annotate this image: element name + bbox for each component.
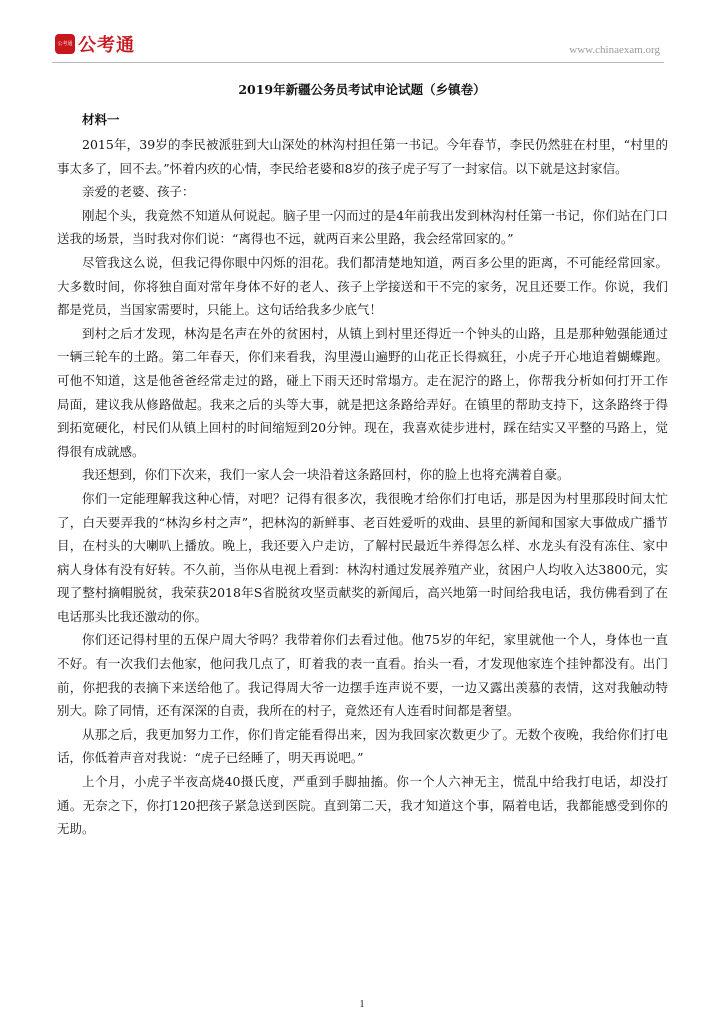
paragraph: 你们一定能理解我这种心情，对吧？记得有很多次，我很晚才给你们打电话，那是因为村里那段时间太忙了，白天要弄我的“林沟乡村之声”，把林沟的新鲜事、老百姓爱听的戏曲、县里的新闻和国家大事做成广播节目，在村头的大喇叭上播放。晚上，我还要入户走访，了解村民最近牛养得怎么样、水龙头有没有冻住、家中病人身体有没有好转。不久前，当你从电视上看到：林沟村通过发展养殖产业，贫困户人均收入达3800元，实现了整村摘帽脱贫，我荣获2018年S省脱贫攻坚贡献奖的新闻后，高兴地第一时间给我电话，我仿佛看到了在电话那头比我还激动的你。 [57,490,668,624]
paragraph: 我还想到，你们下次来，我们一家人会一块沿着这条路回村，你的脸上也将充满着自豪。 [82,467,570,483]
paragraph: 从那之后，我更加努力工作，你们肯定能看得出来，因为我回家次数更少了。无数个夜晚，我给你们打电话，你低着声音对我说：“虎子已经睡了，明天再说吧。” [57,726,668,766]
site-url: www.chinaexam.org [569,44,660,56]
page-header [52,28,664,60]
paragraph: 2015年，39岁的李民被派驻到大山深处的林沟村担任第一书记。今年春节，李民仍然驻在村里，“村里的事太多了，回不去。”怀着内疚的心情，李民给老婆和8岁的孩子虎子写了一封家信。以下就是这封家信。 [57,137,668,176]
paragraph: 你们还记得村里的五保户周大爷吗？我带着你们去看过他。他75岁的年纪，家里就他一个人，身体也一直不好。有一次我们去他家，他问我几点了，盯着我的表一直看。抬头一看，才发现他家连个挂钟都没有。出门前，你把我的表摘下来送给他了。我记得周大爷一边摆手连声说不要，一边又露出羡慕的表情，这对我触动特别大。除了同情，还有深深的自责，我所在的村子，竟然还有人连看时间都是奢望。 [57,632,668,719]
paragraph: 尽管我这么说，但我记得你眼中闪烁的泪花。我们都清楚地知道，两百多公里的距离，不可能经常回家。大多数时间，你将独自面对常年身体不好的老人、孩子上学接送和干不完的家务，况且还要工作。你说，我们都是党员，当国家需要时，只能上。这句话给我多少底气！ [57,254,668,318]
brand-logo-text: 公考通 [78,35,135,56]
paragraph: 亲爱的老婆、孩子： [82,184,195,200]
page-number: 1 [359,999,365,1010]
header-divider [52,62,664,63]
document-body [57,133,668,841]
paragraph: 到村之后才发现，林沟是名声在外的贫困村，从镇上到村里还得近一个钟头的山路，且是那种勉强能通过一辆三轮车的土路。第二年春天，你们来看我，沟里漫山遍野的山花正长得疯狂，小虎子开心地追着蝴蝶跑。可他不知道，这是他爸爸经常走过的路，碰上下雨天还时常塌方。走在泥泞的路上，你帮我分析如何打开工作局面，建议我从修路做起。我来之后的头等大事，就是把这条路给弄好。在镇里的帮助支持下，这条路终于得到拓宽硬化，村民们从镇上回村的时间缩短到20分钟。现在，我喜欢徒步进村，踩在结实又平整的马路上，觉得很有成就感。 [57,325,668,459]
logo-badge-icon: 公考通 [55,34,75,54]
paragraph: 刚起个头，我竟然不知道从何说起。脑子里一闪而过的是4年前我出发到林沟村任第一书记，你们站在门口送我的场景，当时我对你们说：“离得也不远，就两百来公里路，我会经常回家的。” [57,207,668,247]
section-heading: 材料一 [82,112,120,127]
document-title: 2019年新疆公务员考试申论试题（乡镇卷） [238,82,486,97]
paragraph: 上个月，小虎子半夜高烧40摄氏度，严重到手脚抽搐。你一个人六神无主，慌乱中给我打电话，却没打通。无奈之下，你打120把孩子紧急送到医院。直到第二天，我才知道这个事，隔着电话，我都能感受到你的无助。 [57,774,668,837]
